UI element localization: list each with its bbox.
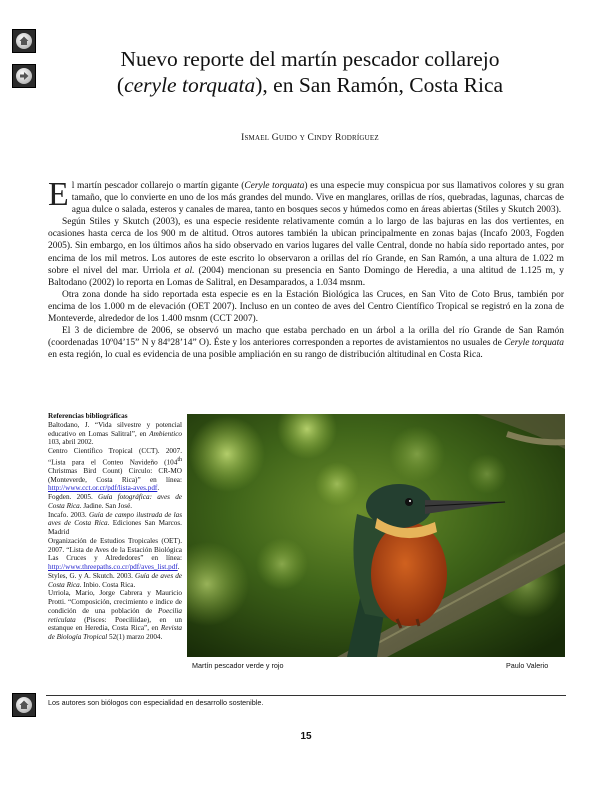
kingfisher-illustration: [187, 414, 565, 657]
author-initial: R: [334, 133, 342, 143]
photo-caption: Martín pescador verde y rojo: [192, 661, 284, 670]
ref-italic: Guía fotográfica: aves de Costa Rica: [48, 493, 182, 510]
home-button-bottom[interactable]: [12, 693, 36, 717]
authors: [60, 133, 560, 143]
ref-italic: Poecilia reticulata: [48, 606, 182, 624]
ref-text: . Jadine. San José.: [79, 501, 133, 510]
author-note: Los autores son biólogos con especialidad en desarrollo sostenible.: [48, 698, 264, 707]
author-text: uido y: [278, 133, 308, 143]
author-initial: I: [241, 133, 245, 143]
author-initial: G: [271, 133, 279, 143]
ref-text: . Inbio. Costa Rica.: [79, 580, 136, 589]
ref-text: Organización de Estudios Tropicales (OET). 2007. “Lista de Aves de la Estación Biológica Las Cruces y Alrededores” en línea:: [48, 536, 182, 563]
arrow-right-icon: [16, 68, 32, 84]
paragraph-4: [48, 325, 564, 361]
ref-text: Christmas Bird Count) Circulo: CR-MO (Monteverde, Costa Rica)” en línea:: [48, 466, 182, 484]
ref-text: 103, abril 2002.: [48, 438, 94, 447]
ref-italic: Ambientico: [149, 429, 182, 438]
title-rest: ), en San Ramón, Costa Rica: [255, 73, 504, 97]
kingfisher-photo: [187, 414, 565, 657]
reference-item: [48, 589, 182, 642]
title-line-2: [60, 72, 560, 98]
home-icon: [16, 33, 32, 49]
title-species: ceryle torquata: [124, 73, 256, 97]
article-body: [48, 176, 564, 361]
page-number: 15: [300, 731, 312, 742]
p1-species: Ceryle torquata: [244, 181, 305, 191]
photo-credit: Paulo Valerio: [506, 661, 549, 670]
p2-text-b: (2004) mencionan su presencia en Santo Domingo de Heredia, a una altitud de 1.125 m, y Baltodano (2002) lo reporta en Lomas de Salitral, en Desamparados, a 1.034 msnm.: [48, 265, 564, 288]
home-button-top[interactable]: [12, 29, 36, 53]
ref-text: (Pisces: Poeciliidae), en un estanque en Heredia, Costa Rica”, en: [48, 615, 182, 633]
ref-text: .: [177, 563, 180, 572]
p2-etal: et al.: [173, 265, 195, 276]
ref-italic: Guía de aves de Costa Rica: [48, 571, 182, 589]
paragraph-1: [48, 176, 564, 216]
ref-superscript: th: [177, 456, 182, 463]
next-page-button[interactable]: [12, 64, 36, 88]
ref-link[interactable]: http://www.cct.or.cr/pdf/lista-aves.pdf: [48, 484, 158, 493]
p2-text-a: Según Stiles y Skutch (2003), es una especie residente relativamente común a lo largo de las bajuras en las dos vertientes, en ocasiones hasta cerca de los 900 m de altitud. Otros autores también la ubican principalmente en zonas bajas (Incafo 2003, Fogden 2005). Sin embargo, en los últimos años ha sido observado en varios lugares del valle Central, donde no había sido reportado antes, por encima de los mil metros. Los autores de este escrito lo observaron a orillas del río Grande, en San Ramón, a una altura de 1.022 m sobre el nivel del mar. Urriola: [48, 217, 564, 276]
references: [48, 412, 182, 642]
ref-link[interactable]: http://www.threepaths.co.cr/pdf/aves_list.pdf: [48, 563, 178, 572]
drop-cap: E: [48, 176, 69, 213]
article-title: [60, 46, 560, 98]
home-icon: [16, 697, 32, 713]
author-initial: C: [307, 133, 315, 143]
ref-text: Urriola, Mario, Jorge Cabrera y Mauricio Protti. “Composición, crecimiento e índice de condición de una población de: [48, 589, 182, 615]
footnote-divider: [46, 695, 566, 696]
paragraph-2: [48, 216, 564, 289]
reference-item: [48, 511, 182, 537]
ref-text: Fogden. 2005.: [48, 493, 99, 502]
ref-text: Incafo. 2003.: [48, 510, 89, 519]
p4-species: Ceryle torquata: [504, 338, 564, 349]
reference-item: [48, 421, 182, 447]
ref-text: 52(1) marzo 2004.: [107, 633, 163, 642]
author-text: odríguez: [341, 133, 379, 143]
paragraph-3: Otra zona donde ha sido reportada esta especie es en la Estación Biológica las Cruces, en San Vito de Coto Brus, también por encima de los 1.000 m de elevación (OET 2007). Incluso en un conteo de aves del Centro Científico Tropical se registró en la zona de Monteverde, alrededor de los 1.400 msnm (CCT 2007).: [48, 289, 564, 325]
author-text: indy: [314, 133, 335, 143]
title-paren: (: [116, 73, 125, 97]
p4-text-a: El 3 de diciembre de 2006, se observó un macho que estaba perchado en un árbol a la orilla del río Grande de San Ramón (coordenadas 10º04’15” N y 84º28’14” O). Éste y los anteriores corresponden a reportes de avistamientos no usuales de: [48, 326, 564, 349]
ref-italic: Guía de campo ilustrada de las aves de Costa Rica: [48, 510, 183, 528]
ref-text: .: [157, 484, 160, 493]
reference-item: [48, 493, 182, 511]
title-line-1: Nuevo reporte del martín pescador collarejo: [120, 47, 500, 71]
reference-item: [48, 572, 182, 590]
ref-text: . Ediciones San Marcos. Madrid: [48, 519, 182, 537]
author-text: smael: [244, 133, 272, 143]
reference-item: [48, 537, 182, 572]
references-heading: Referencias bibliográficas: [48, 412, 128, 420]
ref-text: Baltodano, J. “Vida silvestre y potencial educativo en Lomas Salitral”, en: [48, 420, 182, 438]
p1-text-a: l martín pescador collarejo o martín gigante (: [71, 181, 245, 191]
ref-text: Styles, G. y A. Skutch. 2003.: [48, 571, 136, 580]
ref-italic: Revista de Biología Tropical: [48, 624, 182, 642]
ref-text: Centro Científico Tropical (CCT). 2007. “Lista para el Conteo Navideño (104: [48, 447, 182, 467]
p1-text-b: ) es una especie muy conspicua por sus llamativos colores y su gran tamaño, que lo convierte en uno de los más grandes del mundo. Vive en manglares, orillas de ríos, quebradas, lagunas, charcas de agua dulce o salada, esteros y canales de marea, tanto en bosques secos y húmedos como en áreas abiertas (Stiles y Skutch 2003).: [71, 181, 564, 216]
p4-text-b: en esta región, lo cual es evidencia de una posible ampliación en su rango de distribución altitudinal en Costa Rica.: [48, 350, 483, 361]
reference-item: [48, 447, 182, 493]
